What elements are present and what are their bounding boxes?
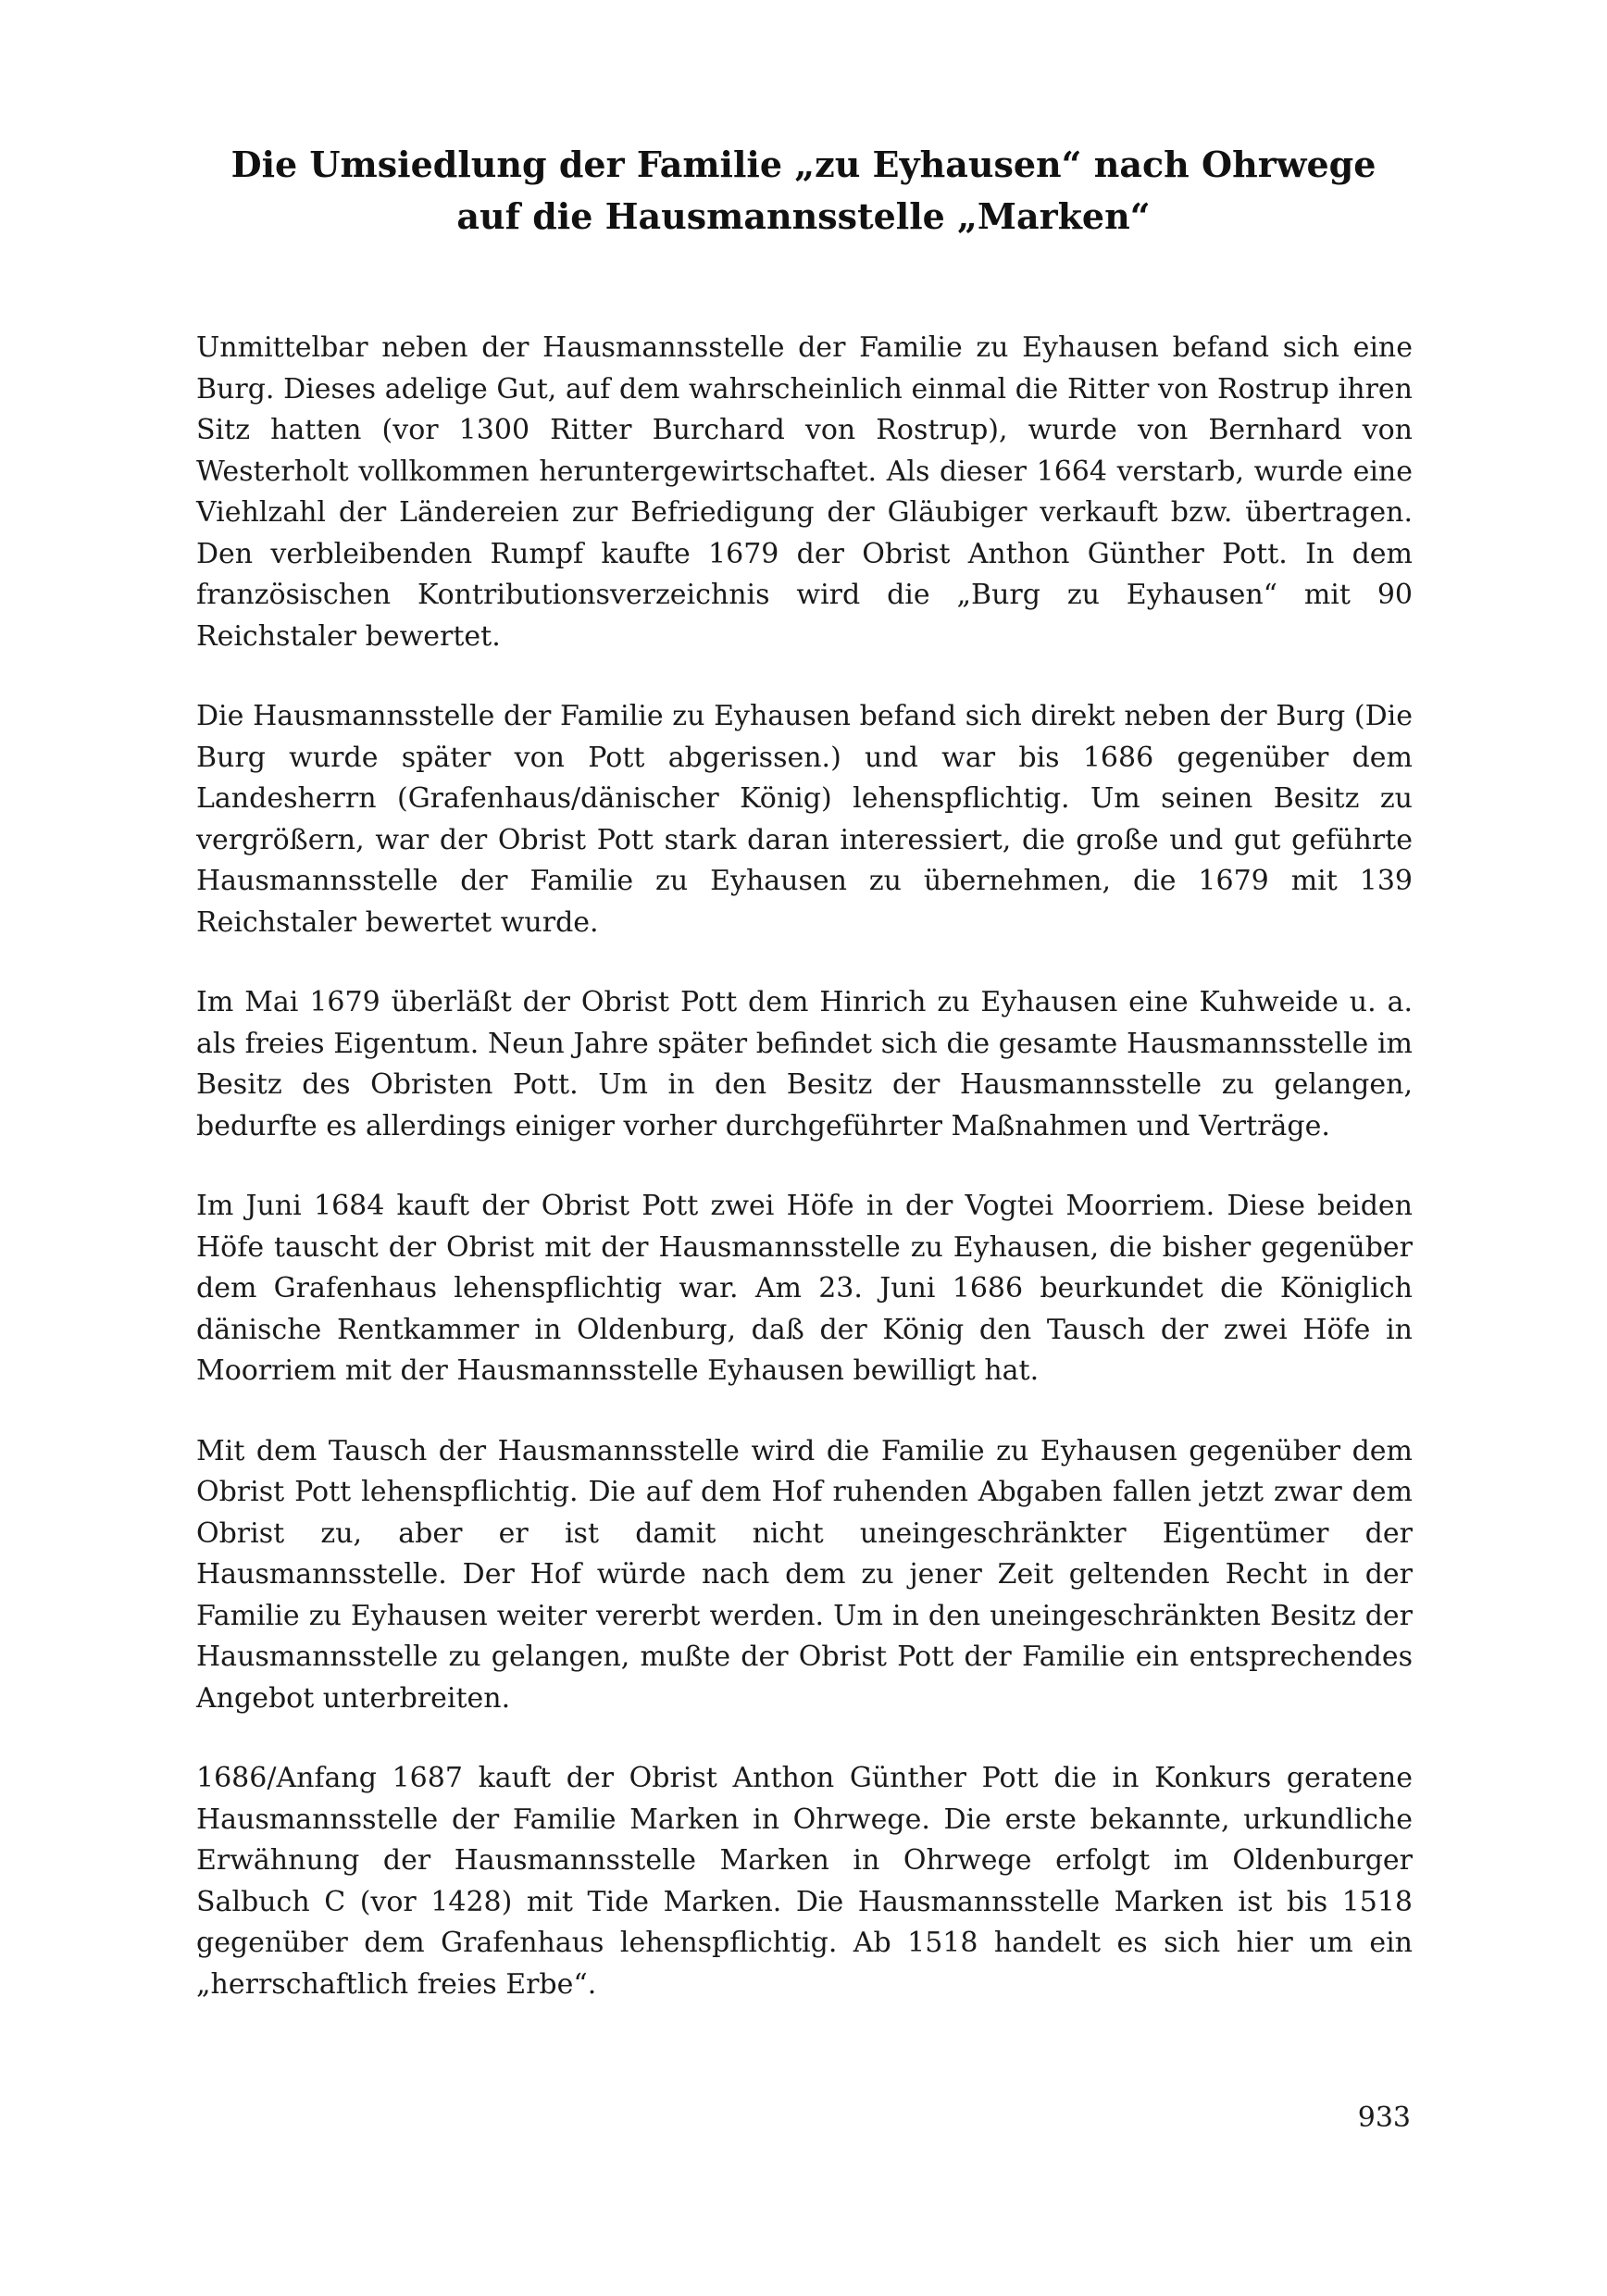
page-title xyxy=(139,139,1468,243)
paragraph-5: Mit dem Tausch der Hausmannsstelle wird die Familie zu Eyhausen gegenüber dem Obrist Pott lehenspflichtig. Die auf dem Hof ruhenden Abgaben fallen jetzt zwar dem Obrist zu, aber er ist damit nicht uneingeschränkter Eigentümer der Hausmannsstelle. Der Hof würde nach dem zu jener Zeit geltenden Recht in der Familie zu Eyhausen weiter vererbt werden. Um in den uneingeschränkten Besitz der Hausmannsstelle zu gelangen, mußte der Obrist Pott der Familie ein entsprechendes Angebot unterbreiten. xyxy=(196,1434,1413,1715)
body-text xyxy=(196,328,1413,2005)
paragraph-4: Im Juni 1684 kauft der Obrist Pott zwei Höfe in der Vogtei Moorriem. Diese beiden Höfe tauscht der Obrist mit der Hausmannsstelle zu Eyhausen, die bisher gegenüber dem Grafenhaus lehenspflichtig war. Am 23. Juni 1686 beurkundet die Königlich dänische Rentkammer in Oldenburg, daß der König den Tausch der zwei Höfe in Moorriem mit der Hausmannsstelle Eyhausen bewilligt hat. xyxy=(196,1190,1413,1387)
title-line-1: Die Umsiedlung der Familie „zu Eyhausen“ nach Ohrwege xyxy=(230,144,1377,185)
paragraph-3: Im Mai 1679 überläßt der Obrist Pott dem Hinrich zu Eyhausen eine Kuhweide u. a. als freies Eigentum. Neun Jahre später befindet sich die gesamte Hausmannsstelle im Besitz des Obristen Pott. Um in den Besitz der Hausmannsstelle zu gelangen, bedurfte es allerdings einiger vorher durchgeführter Maßnahmen und Verträge. xyxy=(196,986,1413,1142)
paragraph-1: Unmittelbar neben der Hausmannsstelle der Familie zu Eyhausen befand sich eine Burg. Dieses adelige Gut, auf dem wahrscheinlich einmal die Ritter von Rostrup ihren Sitz hatten (vor 1300 Ritter Burchard von Rostrup), wurde von Bernhard von Westerholt vollkommen heruntergewirtschaftet. Als dieser 1664 verstarb, wurde eine Viehlzahl der Ländereien zur Befriedigung der Gläubiger verkauft bzw. übertragen. Den verbleibenden Rumpf kaufte 1679 der Obrist Anthon Günther Pott. In dem französischen Kontributionsverzeichnis wird die „Burg zu Eyhausen“ mit 90 Reichstaler bewertet. xyxy=(196,331,1413,653)
paragraph-2: Die Hausmannsstelle der Familie zu Eyhausen befand sich direkt neben der Burg (Die Burg wurde später von Pott abgerissen.) und war bis 1686 gegenüber dem Landesherrn (Grafenhaus/dänischer König) lehenspflichtig. Um seinen Besitz zu vergrößern, war der Obrist Pott stark daran interessiert, die große und gut geführte Hausmannsstelle der Familie zu Eyhausen zu übernehmen, die 1679 mit 139 Reichstaler bewertet wurde. xyxy=(196,700,1413,939)
paragraph-6: 1686/Anfang 1687 kauft der Obrist Anthon Günther Pott die in Konkurs geratene Hausmannsstelle der Familie Marken in Ohrwege. Die erste bekannte, urkundliche Erwähnung der Hausmannsstelle Marken in Ohrwege erfolgt im Oldenburger Salbuch C (vor 1428) mit Tide Marken. Die Hausmannsstelle Marken ist bis 1518 gegenüber dem Grafenhaus lehenspflichtig. Ab 1518 handelt es sich hier um ein „herrschaftlich freies Erbe“. xyxy=(196,1762,1413,2001)
page-number: 933 xyxy=(1357,2102,1411,2134)
title-line-2: auf die Hausmannsstelle „Marken“ xyxy=(456,195,1151,237)
